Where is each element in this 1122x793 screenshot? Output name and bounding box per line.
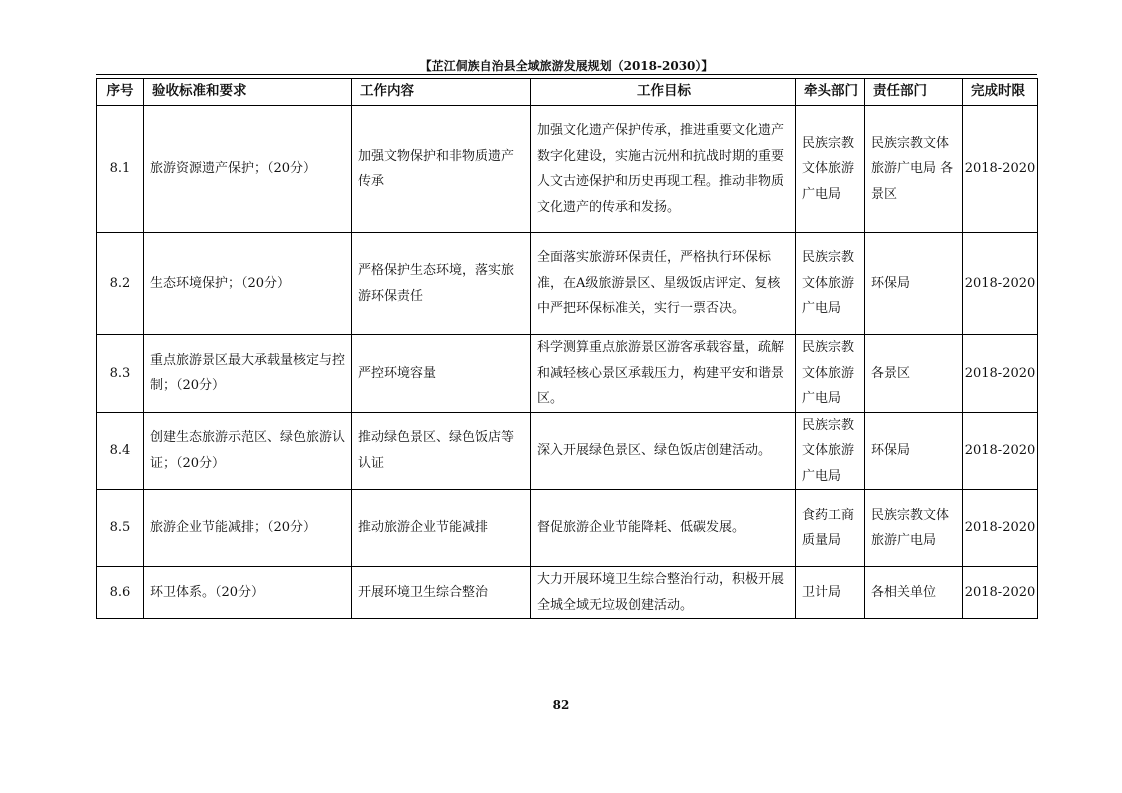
cell-content: 推动旅游企业节能减排 bbox=[352, 490, 531, 567]
page-number: 82 bbox=[552, 698, 570, 712]
cell-criteria: 生态环境保护；（20分） bbox=[144, 233, 352, 335]
table-row bbox=[97, 335, 1038, 413]
cell-no: 8.3 bbox=[97, 335, 144, 413]
cell-lead-dept: 卫计局 bbox=[796, 567, 865, 619]
table-header-row bbox=[97, 79, 1038, 106]
cell-target: 加强文化遗产保护传承，推进重要文化遗产数字化建设，实施古沅州和抗战时期的重要人文古迹保护和历史再现工程。推动非物质文化遗产的传承和发扬。 bbox=[531, 106, 796, 233]
header-resp-dept: 责任部门 bbox=[865, 79, 963, 106]
cell-target: 深入开展绿色景区、绿色饭店创建活动。 bbox=[531, 412, 796, 490]
cell-criteria: 重点旅游景区最大承载量核定与控制；（20分） bbox=[144, 335, 352, 413]
cell-no: 8.4 bbox=[97, 412, 144, 490]
header-target: 工作目标 bbox=[531, 79, 796, 106]
table-row bbox=[97, 567, 1038, 619]
table-row bbox=[97, 106, 1038, 233]
header-lead-dept: 牵头部门 bbox=[796, 79, 865, 106]
cell-no: 8.5 bbox=[97, 490, 144, 567]
cell-content: 加强文物保护和非物质遗产传承 bbox=[352, 106, 531, 233]
cell-lead-dept: 食药工商质量局 bbox=[796, 490, 865, 567]
cell-content: 开展环境卫生综合整治 bbox=[352, 567, 531, 619]
cell-resp-dept: 民族宗教文体旅游广电局 各景区 bbox=[865, 106, 963, 233]
cell-deadline: 2018-2020 bbox=[963, 335, 1038, 413]
cell-lead-dept: 民族宗教文体旅游广电局 bbox=[796, 412, 865, 490]
cell-no: 8.6 bbox=[97, 567, 144, 619]
header-content: 工作内容 bbox=[352, 79, 531, 106]
cell-deadline: 2018-2020 bbox=[963, 490, 1038, 567]
cell-deadline: 2018-2020 bbox=[963, 567, 1038, 619]
cell-deadline: 2018-2020 bbox=[963, 106, 1038, 233]
cell-criteria: 旅游企业节能减排；（20分） bbox=[144, 490, 352, 567]
cell-deadline: 2018-2020 bbox=[963, 233, 1038, 335]
header-rule bbox=[96, 74, 1037, 75]
running-header: 【芷江侗族自治县全域旅游发展规划（2018-2030）】 bbox=[419, 59, 714, 73]
cell-criteria: 环卫体系。（20分） bbox=[144, 567, 352, 619]
cell-criteria: 创建生态旅游示范区、绿色旅游认证；（20分） bbox=[144, 412, 352, 490]
cell-content: 严格保护生态环境，落实旅游环保责任 bbox=[352, 233, 531, 335]
cell-content: 推动绿色景区、绿色饭店等认证 bbox=[352, 412, 531, 490]
cell-content: 严控环境容量 bbox=[352, 335, 531, 413]
cell-target: 督促旅游企业节能降耗、低碳发展。 bbox=[531, 490, 796, 567]
cell-lead-dept: 民族宗教文体旅游广电局 bbox=[796, 106, 865, 233]
cell-resp-dept: 民族宗教文体旅游广电局 bbox=[865, 490, 963, 567]
cell-target: 大力开展环境卫生综合整治行动，积极开展全城全域无垃圾创建活动。 bbox=[531, 567, 796, 619]
acceptance-table bbox=[96, 78, 1038, 619]
cell-resp-dept: 各景区 bbox=[865, 335, 963, 413]
cell-target: 全面落实旅游环保责任，严格执行环保标准，在A级旅游景区、星级饭店评定、复核中严把环保标准关，实行一票否决。 bbox=[531, 233, 796, 335]
cell-lead-dept: 民族宗教文体旅游广电局 bbox=[796, 233, 865, 335]
cell-resp-dept: 环保局 bbox=[865, 233, 963, 335]
table-row bbox=[97, 233, 1038, 335]
cell-no: 8.2 bbox=[97, 233, 144, 335]
cell-deadline: 2018-2020 bbox=[963, 412, 1038, 490]
cell-target: 科学测算重点旅游景区游客承载容量，疏解和减轻核心景区承载压力，构建平安和谐景区。 bbox=[531, 335, 796, 413]
header-criteria: 验收标准和要求 bbox=[144, 79, 352, 106]
cell-resp-dept: 各相关单位 bbox=[865, 567, 963, 619]
cell-criteria: 旅游资源遗产保护；（20分） bbox=[144, 106, 352, 233]
table-row bbox=[97, 412, 1038, 490]
header-deadline: 完成时限 bbox=[963, 79, 1038, 106]
table-row bbox=[97, 490, 1038, 567]
header-no: 序号 bbox=[97, 79, 144, 106]
cell-no: 8.1 bbox=[97, 106, 144, 233]
cell-resp-dept: 环保局 bbox=[865, 412, 963, 490]
cell-lead-dept: 民族宗教文体旅游广电局 bbox=[796, 335, 865, 413]
